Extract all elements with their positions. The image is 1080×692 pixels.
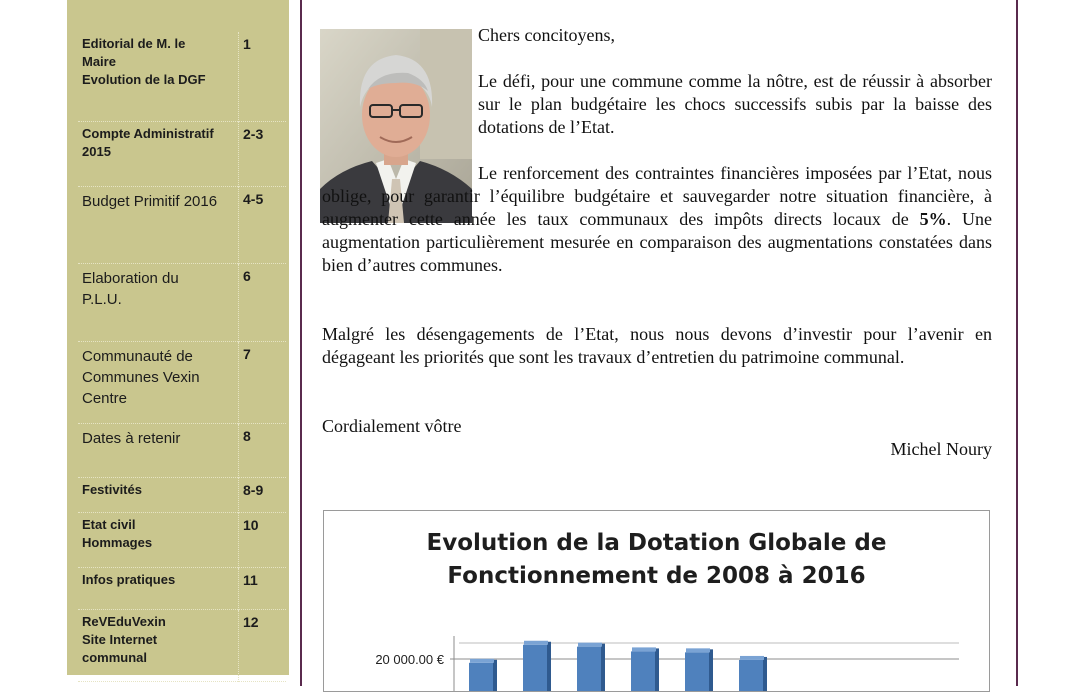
paragraph-3: Malgré les désengagements de l’Etat, nous nous devons d’investir pour l’avenir en dégageant les priorités que sont les travaux d’entretien du patrimoine communal. [322, 324, 992, 367]
toc-label-line: Infos pratiques [82, 572, 176, 587]
bar [577, 647, 601, 691]
bar-side [547, 642, 551, 691]
greeting: Chers concitoyens, [478, 25, 615, 45]
toc-row [78, 478, 286, 513]
toc-row [78, 610, 286, 682]
toc-page-number: 4-5 [243, 191, 264, 207]
toc-row [78, 187, 286, 264]
toc-separator [238, 342, 239, 424]
toc-label [82, 428, 234, 449]
toc-label-line: Centre [82, 390, 128, 407]
toc-label-line: Communes Vexin [82, 369, 200, 386]
toc-separator [238, 187, 239, 264]
toc-label [82, 571, 234, 589]
toc-label-line: Elaboration du [82, 270, 179, 287]
toc-label-line: Etat civil [82, 517, 136, 532]
toc-label [82, 346, 234, 409]
toc-label [82, 125, 234, 161]
toc-page-number: 2-3 [243, 126, 264, 142]
toc-row [78, 424, 286, 478]
y-tick-label: 20 000.00 € [375, 652, 444, 667]
toc-page-number: 7 [243, 346, 251, 362]
toc-label [82, 191, 234, 212]
dgf-chart [323, 510, 990, 692]
toc-separator [238, 32, 239, 122]
bar [469, 663, 493, 691]
bar-top [686, 648, 710, 652]
toc-label-line: Communauté de [82, 348, 193, 365]
toc-label-line: Dates à retenir [82, 430, 181, 447]
toc-label-line: Evolution de la DGF [82, 72, 206, 87]
toc-page-number: 8 [243, 428, 251, 444]
toc-label-line: Festivités [82, 482, 142, 497]
toc-row [78, 264, 286, 342]
chart-plot [324, 511, 989, 691]
toc-separator [238, 424, 239, 478]
toc-label [82, 613, 234, 667]
signature: Michel Noury [890, 439, 992, 459]
toc-page-number: 11 [243, 572, 258, 588]
toc-page-number: 10 [243, 517, 259, 533]
bar-top [578, 643, 602, 647]
bar-top [524, 641, 548, 645]
bar [523, 645, 547, 691]
toc-label-line: Editorial de M. le [82, 36, 186, 51]
toc-label-line: Maire [82, 54, 116, 69]
toc-label [82, 481, 234, 499]
bar-top [470, 659, 494, 663]
toc-label [82, 516, 234, 552]
bar [739, 660, 763, 691]
toc-label [82, 268, 234, 310]
toc-page-number: 12 [243, 614, 259, 630]
paragraph-2: Le renforcement des contraintes financières imposées par l’Etat, nous oblige, pour garantir l’équilibre budgétaire et sauvegarder notre situation financière, à augmenter cette année les taux communaux des impôts directs locaux de 5%. Une augmentation particulièrement mesurée en comparaison des augmentations constatées dans bien d’autres communes. [322, 163, 992, 275]
bar [631, 651, 655, 691]
bar-top [740, 656, 764, 660]
toc-separator [238, 122, 239, 187]
bar-side [493, 660, 497, 691]
toc-row [78, 122, 286, 187]
toc-page-number: 6 [243, 268, 251, 284]
toc-label-line: ReVEduVexin [82, 614, 166, 629]
toc-label-line: Compte Administratif [82, 126, 214, 141]
toc-page-number: 8-9 [243, 482, 264, 498]
toc-row [78, 513, 286, 568]
toc-separator [238, 264, 239, 342]
bar-side [655, 648, 659, 691]
toc-label [82, 35, 234, 89]
toc-separator [238, 610, 239, 682]
toc-separator [238, 478, 239, 513]
toc-row [78, 342, 286, 424]
bar [685, 652, 709, 691]
toc-page-number: 1 [243, 36, 251, 52]
toc-label-line: Site Internet [82, 632, 158, 647]
toc-separator [238, 568, 239, 610]
bar-side [601, 644, 605, 691]
toc-row [78, 32, 286, 122]
closing: Cordialement vôtre [322, 416, 462, 436]
toc-label-line: 2015 [82, 144, 111, 159]
bar-side [709, 649, 713, 691]
toc-separator [238, 513, 239, 568]
toc-row [78, 568, 286, 610]
bar-top [632, 647, 656, 651]
toc-label-line: Hommages [82, 535, 153, 550]
paragraph-1: Le défi, pour une commune comme la nôtre, est de réussir à absorber sur le plan budgétaire les chocs successifs subis par la baisse des dotations de l’Etat. [478, 71, 992, 137]
toc-label-line: communal [82, 650, 148, 665]
chart-title: Evolution de la Dotation Globale de Fonctionnement de 2008 à 2016 [426, 530, 887, 589]
toc-label-line: Budget Primitif 2016 [82, 193, 218, 210]
toc-label-line: P.L.U. [82, 291, 122, 308]
bar-side [763, 657, 767, 691]
